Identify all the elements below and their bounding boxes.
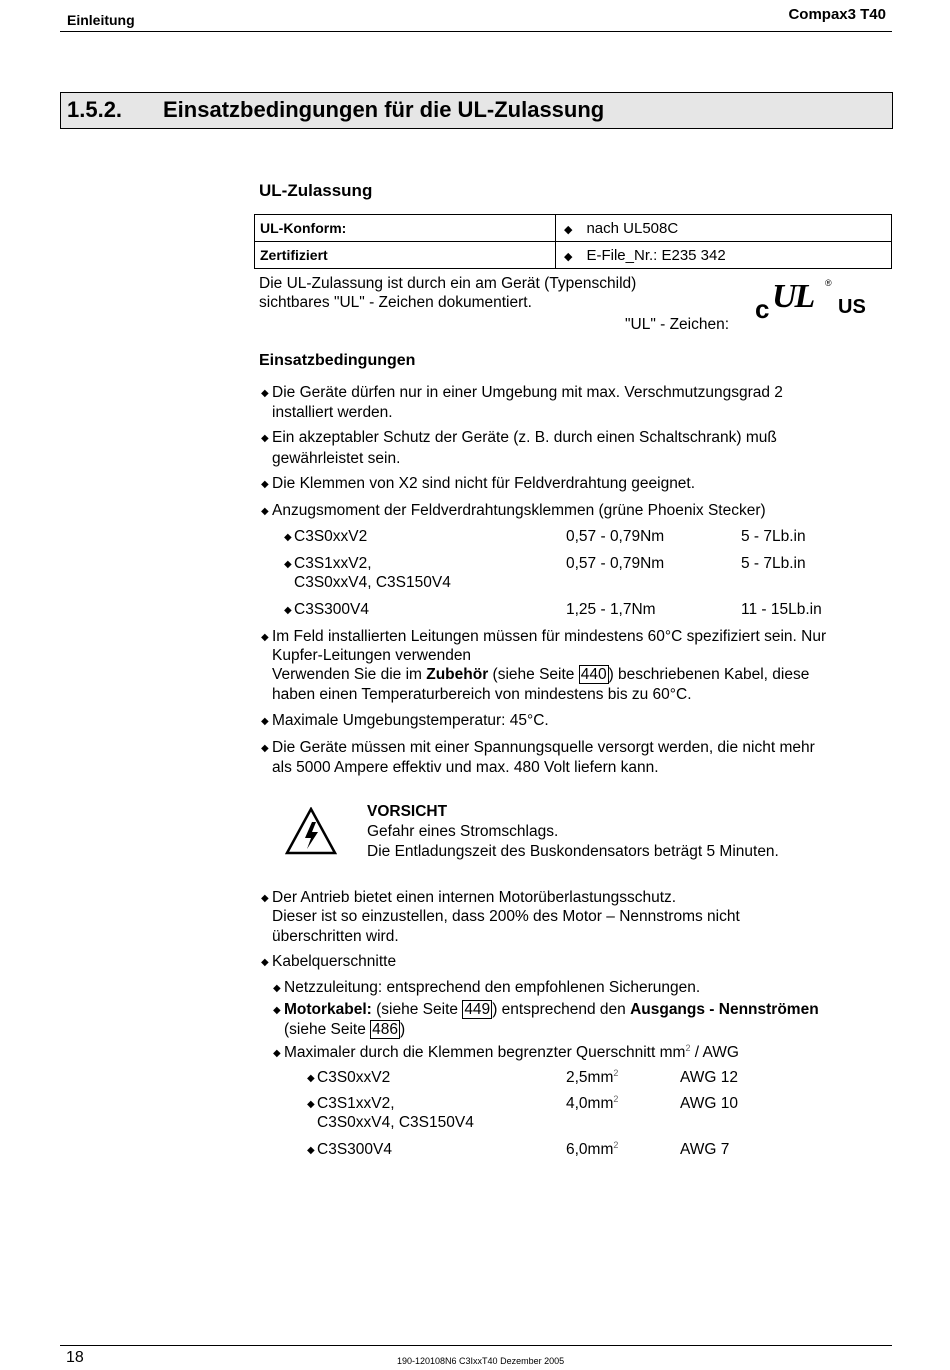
torque-model: C3S0xxV2 [294,528,368,545]
diamond-bullet-icon: ◆ [261,632,269,643]
diamond-bullet-icon: ◆ [261,716,269,727]
header-chapter: Einleitung [67,12,135,28]
table-value-text: nach UL508C [586,219,679,237]
table-row [255,215,892,242]
text-run: ) [400,1021,406,1038]
ul-logo-ul: UL [772,278,814,315]
cable-max-cross-section [284,1043,739,1063]
condition-3: Die Klemmen von X2 sind nicht für Feldverdrahtung geeignet. [272,475,696,492]
diamond-bullet-icon: ◆ [307,1073,315,1084]
condition-4: Anzugsmoment der Feldverdrahtungsklemmen (grüne Phoenix Stecker) [272,502,766,519]
accessories-bold: Zubehör [426,666,489,683]
condition-8-line1: Der Antrieb bietet einen internen Motorüberlastungsschutz. [272,889,677,906]
condition-7-line1: Die Geräte müssen mit einer Spannungsquelle versorgt werden, die nicht mehr [272,739,815,756]
condition-5-line4: haben einen Temperaturbereich von mindestens bis zu 60°C. [272,686,692,703]
header-divider [60,31,892,32]
table-key: Zertifiziert [255,242,556,269]
footer-doc-id: 190-120108N6 C3IxxT40 Dezember 2005 [397,1356,565,1366]
warning-line2: Die Entladungszeit des Buskondensators beträgt 5 Minuten. [367,843,779,860]
ul-note-line1: Die UL-Zulassung ist durch ein am Gerät (Typenschild) [259,275,637,292]
text-run: ) beschriebenen Kabel, diese [608,666,810,683]
torque-model: C3S300V4 [294,601,369,618]
diamond-bullet-icon: ◆ [284,532,292,543]
awg-value: AWG 7 [680,1141,730,1158]
text-run: 4,0mm [566,1095,614,1112]
condition-2-line2: gewährleistet sein. [272,450,401,467]
torque-nm: 0,57 - 0,79Nm [566,528,665,545]
awg-model: C3S1xxV2, [317,1095,395,1112]
page-number: 18 [66,1349,84,1366]
ul-logo-c: c [755,294,770,324]
diamond-bullet-icon: ◆ [261,957,269,968]
torque-nm: 1,25 - 1,7Nm [566,601,656,618]
section-title: Einsatzbedingungen für die UL-Zulassung [163,97,605,122]
warning-title: VORSICHT [367,803,448,820]
ul-note-line2: sichtbares "UL" - Zeichen dokumentiert. [259,294,532,311]
warning-line1: Gefahr eines Stromschlags. [367,823,559,840]
diamond-bullet-icon: ◆ [307,1145,315,1156]
electric-hazard-icon [285,807,337,855]
motor-cable-bold: Motorkabel: [284,1001,372,1018]
condition-5-line2: Kupfer-Leitungen verwenden [272,647,472,664]
text-run: / AWG [690,1044,739,1061]
text-run: (siehe Seite [284,1021,371,1038]
condition-9: Kabelquerschnitte [272,953,397,970]
torque-nm: 0,57 - 0,79Nm [566,555,665,572]
condition-5-line1: Im Feld installierten Leitungen müssen für mindestens 60°C spezifiziert sein. Nur [272,628,827,645]
condition-8-line2: Dieser ist so einzustellen, dass 200% des Motor – Nennstroms nicht [272,908,740,925]
ul-logo-reg: ® [825,278,832,288]
ul-table [254,214,892,269]
diamond-bullet-icon: ◆ [307,1099,315,1110]
ul-logo-us: US [838,296,866,318]
superscript: 2 [613,1093,619,1104]
text-run: 6,0mm [566,1141,614,1158]
text-run: ) entsprechend den [492,1001,631,1018]
diamond-bullet-icon: ◆ [261,893,269,904]
table-value-text: E-File_Nr.: E235 342 [586,246,726,264]
awg-value: AWG 10 [680,1095,738,1112]
awg-value: AWG 12 [680,1069,738,1086]
table-row [255,242,892,269]
awg-model-continued: C3S0xxV4, C3S150V4 [317,1114,474,1131]
ul-heading: UL-Zulassung [259,181,373,200]
cable-motor-line2 [284,1020,405,1040]
cable-mains: Netzzuleitung: entsprechend den empfohlenen Sicherungen. [284,979,701,996]
text-run: Verwenden Sie die im [272,666,427,683]
superscript: 2 [613,1139,619,1150]
text-run: 2,5mm [566,1069,614,1086]
diamond-bullet-icon: ◆ [273,983,281,994]
page-ref-link[interactable]: 440 [580,666,607,683]
awg-mm [566,1140,618,1160]
condition-1-line1: Die Geräte dürfen nur in einer Umgebung mit max. Verschmutzungsgrad 2 [272,384,783,401]
torque-model-continued: C3S0xxV4, C3S150V4 [294,574,451,591]
diamond-bullet-icon: ◆ [261,388,269,399]
awg-model: C3S0xxV2 [317,1069,391,1086]
diamond-bullet-icon: ◆ [261,479,269,490]
superscript: 2 [685,1042,691,1053]
condition-6: Maximale Umgebungstemperatur: 45°C. [272,712,549,729]
condition-8-line3: überschritten wird. [272,928,399,945]
condition-7-line2: als 5000 Ampere effektiv und max. 480 Volt liefern kann. [272,759,659,776]
page-ref-link[interactable]: 449 [464,1001,491,1018]
cable-motor-line1 [284,1000,819,1020]
diamond-bullet-icon: ◆ [273,1048,281,1059]
torque-lb: 5 - 7Lb.in [741,555,806,572]
torque-lb: 11 - 15Lb.in [741,601,822,618]
diamond-bullet-icon: ◆ [261,743,269,754]
text-run: (siehe Seite [371,1001,463,1018]
output-current-bold: Ausgangs - Nennströmen [630,1001,819,1018]
text-run: Maximaler durch die Klemmen begrenzter Querschnitt mm [284,1044,686,1061]
diamond-bullet-icon: ◆ [284,559,292,570]
diamond-bullet-icon: ◆ [564,250,573,263]
diamond-bullet-icon: ◆ [284,605,292,616]
condition-1-line2: installiert werden. [272,404,393,421]
diamond-bullet-icon: ◆ [261,506,269,517]
torque-model: C3S1xxV2, [294,555,372,572]
condition-5-line3 [272,665,809,685]
page-ref-link[interactable]: 486 [372,1021,399,1038]
table-key: UL-Konform: [255,215,556,242]
torque-lb: 5 - 7Lb.in [741,528,806,545]
ul-logo [755,278,865,322]
condition-2-line1: Ein akzeptabler Schutz der Geräte (z. B. durch einen Schaltschrank) muß [272,429,777,446]
diamond-bullet-icon: ◆ [273,1005,281,1016]
footer-divider [60,1345,892,1346]
table-value [556,242,892,269]
conditions-heading: Einsatzbedingungen [259,352,416,369]
text-run: (siehe Seite [488,666,579,683]
awg-mm [566,1068,618,1088]
awg-model: C3S300V4 [317,1141,392,1158]
superscript: 2 [613,1067,619,1078]
diamond-bullet-icon: ◆ [261,433,269,444]
ul-mark-label: "UL" - Zeichen: [625,316,730,333]
awg-mm [566,1094,618,1114]
section-number: 1.5.2. [67,97,123,122]
diamond-bullet-icon: ◆ [564,223,573,236]
table-value [556,215,892,242]
header-product: Compax3 T40 [788,6,886,23]
